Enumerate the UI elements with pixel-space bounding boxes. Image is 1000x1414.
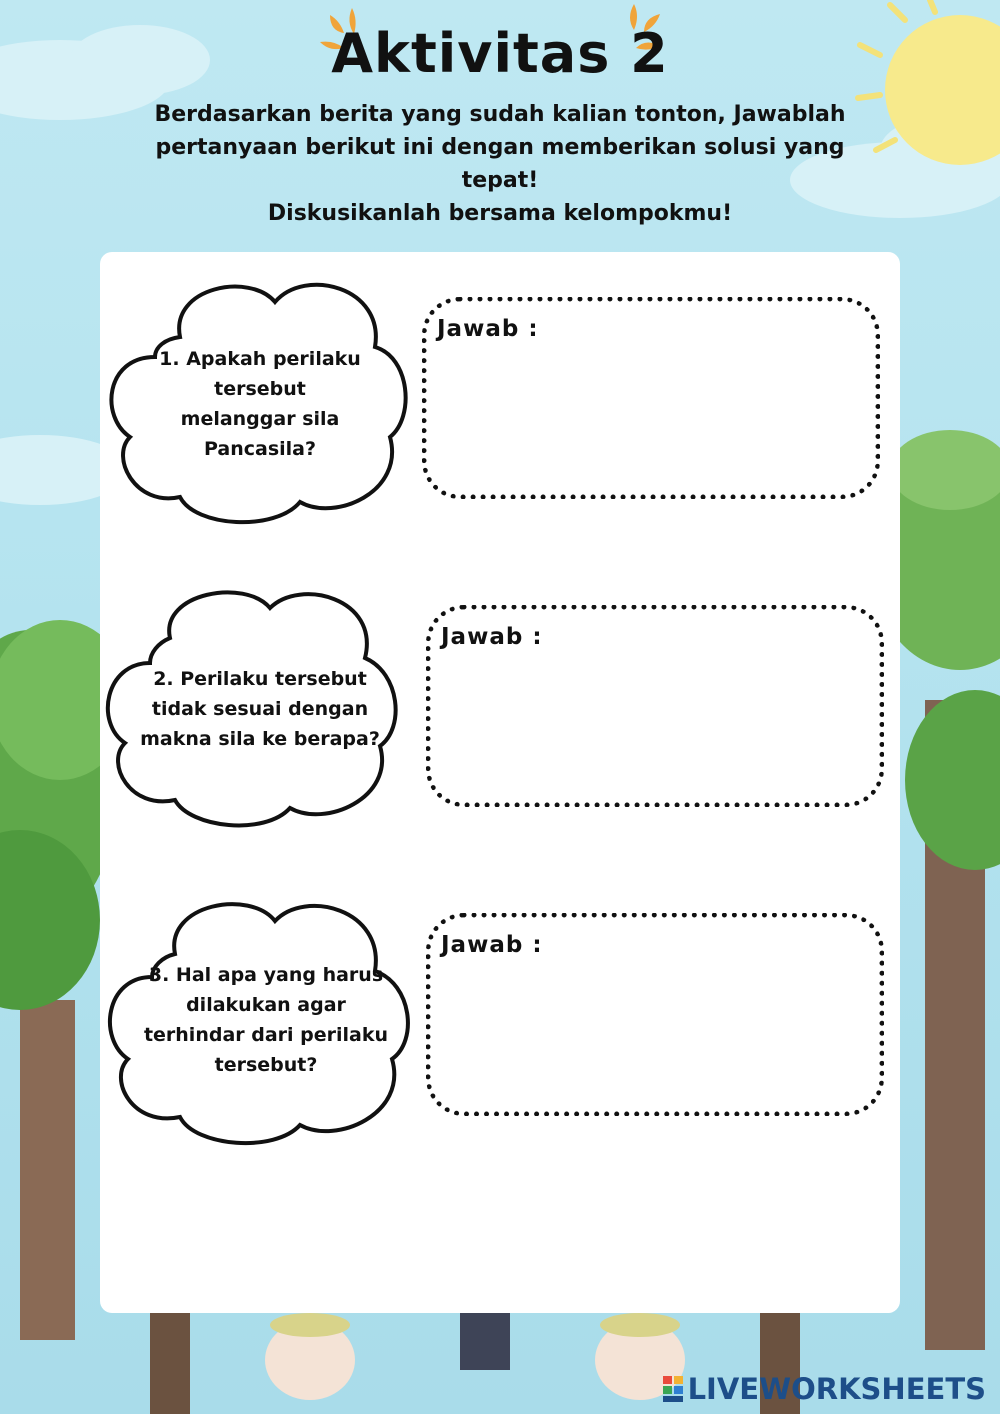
page-title: Aktivitas 2	[331, 22, 669, 85]
brand-text: LIVEWORKSHEETS	[687, 1372, 986, 1406]
answer-input-1[interactable]	[439, 358, 863, 482]
answer-label-1: Jawab :	[437, 316, 539, 342]
answer-label-3: Jawab :	[441, 932, 543, 958]
answer-box-3[interactable]	[426, 913, 884, 1116]
question-2	[120, 664, 400, 754]
question-3-line: dilakukan agar	[186, 994, 346, 1016]
question-1-line: Pancasila?	[203, 438, 317, 460]
question-3-line: 3. Hal apa yang harus	[148, 964, 384, 986]
answer-input-2[interactable]	[443, 666, 867, 790]
answer-input-3[interactable]	[443, 974, 867, 1098]
question-1	[140, 344, 380, 464]
question-2-line: makna sila ke berapa?	[140, 728, 380, 750]
question-1-line: tersebut	[214, 378, 306, 400]
liveworksheets-brand[interactable]	[662, 1372, 986, 1406]
instructions-line: pertanyaan berikut ini dengan memberikan solusi yang	[155, 135, 845, 160]
answer-box-2[interactable]	[426, 605, 884, 807]
instructions-line: Berdasarkan berita yang sudah kalian tonton, Jawablah	[154, 102, 846, 127]
instructions	[110, 98, 890, 230]
instructions-line: tepat!	[461, 168, 539, 193]
question-1-line: 1. Apakah perilaku	[159, 348, 361, 370]
question-3-line: tersebut?	[214, 1054, 318, 1076]
answer-box-1[interactable]	[422, 297, 880, 499]
question-1-line: melanggar sila	[180, 408, 340, 430]
question-2-line: tidak sesuai dengan	[151, 698, 369, 720]
instructions-line: Diskusikanlah bersama kelompokmu!	[267, 201, 733, 226]
worksheet-card	[100, 252, 900, 1313]
question-3-line: terhindar dari perilaku	[143, 1024, 389, 1046]
question-2-line: 2. Perilaku tersebut	[153, 668, 367, 690]
answer-label-2: Jawab :	[441, 624, 543, 650]
liveworksheets-logo-icon	[662, 1374, 684, 1404]
question-3	[126, 960, 406, 1080]
